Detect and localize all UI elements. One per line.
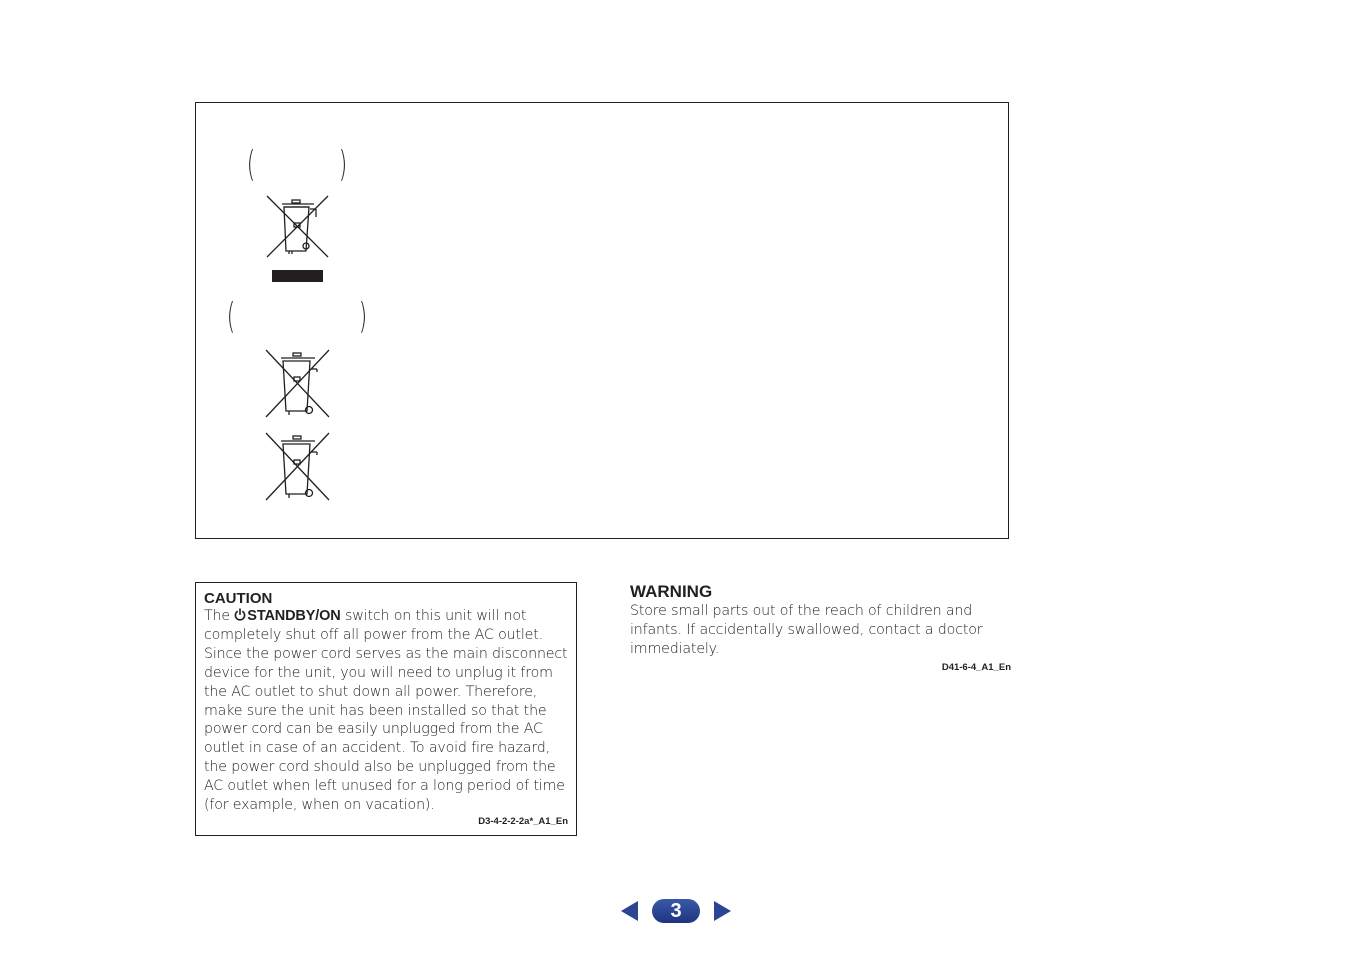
triangle-right-icon[interactable] — [712, 900, 732, 922]
close-paren: ) — [358, 296, 368, 337]
power-icon — [234, 608, 246, 621]
caution-heading: CAUTION — [204, 590, 273, 607]
warning-block — [630, 582, 1011, 674]
paren-group-top — [244, 144, 354, 187]
caution-text-after: switch on this unit will not completely shut off all power from the AC outlet. Since the power cord serves as the main disconnect device for the unit, you will need to unplug it from the AC outlet to shut down all power. Therefore, make sure the unit has been installed so that the power cord can be easily unplugged from the AC outlet in case of an accident. To avoid fire hazard, the power cord should also be unplugged from the AC outlet when left unused for a long period of time (for example, when on vacation). — [204, 608, 568, 814]
caution-code: D3-4-2-2-2a*_A1_En — [478, 816, 568, 827]
black-bar — [272, 270, 323, 282]
standby-on-label: STANDBY/ON — [247, 608, 341, 624]
weee-symbols-box — [195, 102, 1009, 539]
crossed-out-wheelie-bin-icon — [266, 195, 330, 259]
warning-text: Store small parts out of the reach of children and infants. If accidentally swallowed, contact a doctor immediately. — [630, 603, 983, 657]
open-paren: ( — [246, 144, 256, 185]
warning-code: D41-6-4_A1_En — [941, 661, 1011, 673]
page-number: 3 — [652, 899, 700, 923]
open-paren: ( — [226, 296, 236, 337]
crossed-out-wheelie-bin-icon — [265, 432, 331, 502]
page-navigation — [620, 897, 735, 925]
caution-text — [204, 607, 568, 815]
triangle-left-icon[interactable] — [620, 900, 640, 922]
warning-heading: WARNING — [630, 582, 713, 601]
caution-box — [195, 582, 577, 836]
caution-text-before: The — [204, 608, 235, 624]
crossed-out-wheelie-bin-icon — [265, 349, 331, 419]
close-paren: ) — [338, 144, 348, 185]
paren-group-middle — [224, 296, 374, 339]
